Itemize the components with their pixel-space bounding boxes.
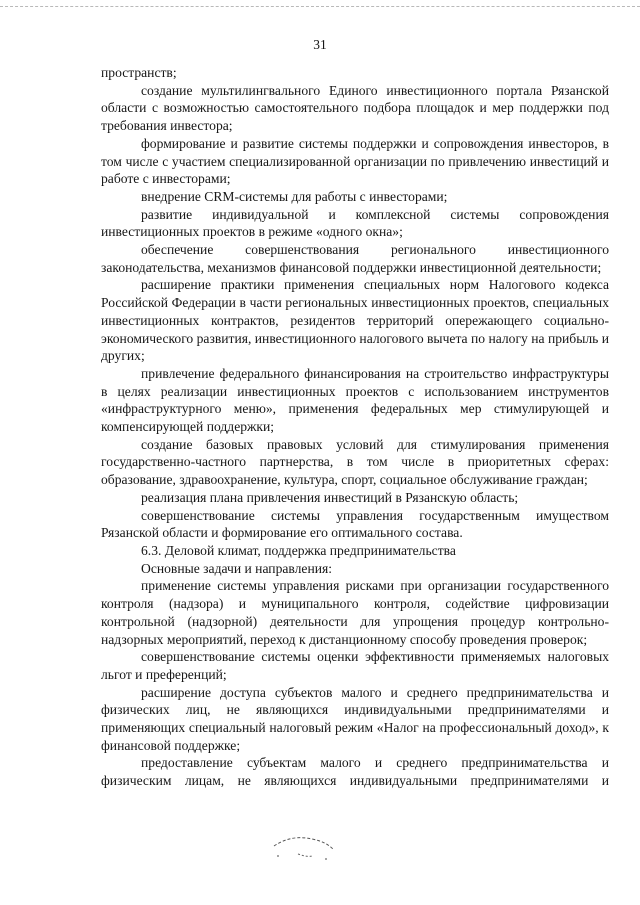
paragraph: обеспечение совершенствования регионального инвестиционного законодательства, механизмов финансовой поддержки инвестиционной деятельности; xyxy=(101,242,609,275)
paragraph: расширение практики применения специальных норм Налогового кодекса Российской Федерации в части региональных инвестиционных проектов, специальных инвестиционных контрактов, резидентов территорий опережающего социально-экономического развития, инвестиционного налогового вычета по налогу на прибыль и других; xyxy=(101,277,609,364)
paragraph: применение системы управления рисками при организации государственного контроля (надзора) и муниципального контроля, содействие цифровизации контрольной (надзорной) деятельности для упрощения процедур контрольно-надзорных мероприятий, переход к дистанционному способу проведения проверок; xyxy=(101,578,609,647)
paragraph: Основные задачи и направления: xyxy=(141,560,333,576)
paragraph: пространств; xyxy=(101,65,177,80)
paragraph: создание базовых правовых условий для стимулирования применения государственно-частного партнерства, в том числе в приоритетных сферах: образование, здравоохранение, культура, спорт, социальное обслуживание граждан; xyxy=(101,436,609,488)
paragraph: создание мультилингвального Единого инвестиционного портала Рязанской области с возможностью самостоятельного подбора площадок и мер поддержки под требования инвестора; xyxy=(101,82,609,134)
handwritten-mark-icon xyxy=(268,826,348,866)
section-heading: 6.3. Деловой климат, поддержка предпринимательства xyxy=(141,542,456,558)
paragraph: привлечение федерального финансирования на строительство инфраструктуры в целях реализации инвестиционных проектов с использованием инструментов «инфраструктурного меню», применения федеральных мер стимулирующей и компенсирующей поддержки; xyxy=(101,365,609,435)
paragraph: развитие индивидуальной и комплексной системы сопровождения инвестиционных проектов в режиме «одного окна»; xyxy=(101,206,609,240)
paragraph: формирование и развитие системы поддержки и сопровождения инвесторов, в том числе с участием специализированной организации по привлечению инвестиций и работе с инвесторами; xyxy=(101,135,609,187)
paragraph: предоставление субъектам малого и среднего предпринимательства и физическим лицам, не являющихся индивидуальными предпринимателями и xyxy=(101,755,609,789)
paragraph: совершенствование системы оценки эффективности применяемых налоговых льгот и преференций; xyxy=(101,649,609,682)
paragraph: реализация плана привлечения инвестиций в Рязанскую область; xyxy=(141,489,519,505)
scan-top-edge xyxy=(0,6,640,7)
paragraph: совершенствование системы управления государственным имуществом Рязанской области и формирование его оптимального состава. xyxy=(101,507,609,541)
paragraph: расширение доступа субъектов малого и среднего предпринимательства и физических лиц, не являющихся индивидуальными предпринимателями и применяющих специальный налоговый режим «Налог на профессиональный доход», к финансовой поддержке; xyxy=(101,684,609,753)
page-number: 31 xyxy=(313,37,327,52)
paragraph: внедрение CRM-системы для работы с инвесторами; xyxy=(141,188,448,204)
document-body xyxy=(101,64,609,790)
